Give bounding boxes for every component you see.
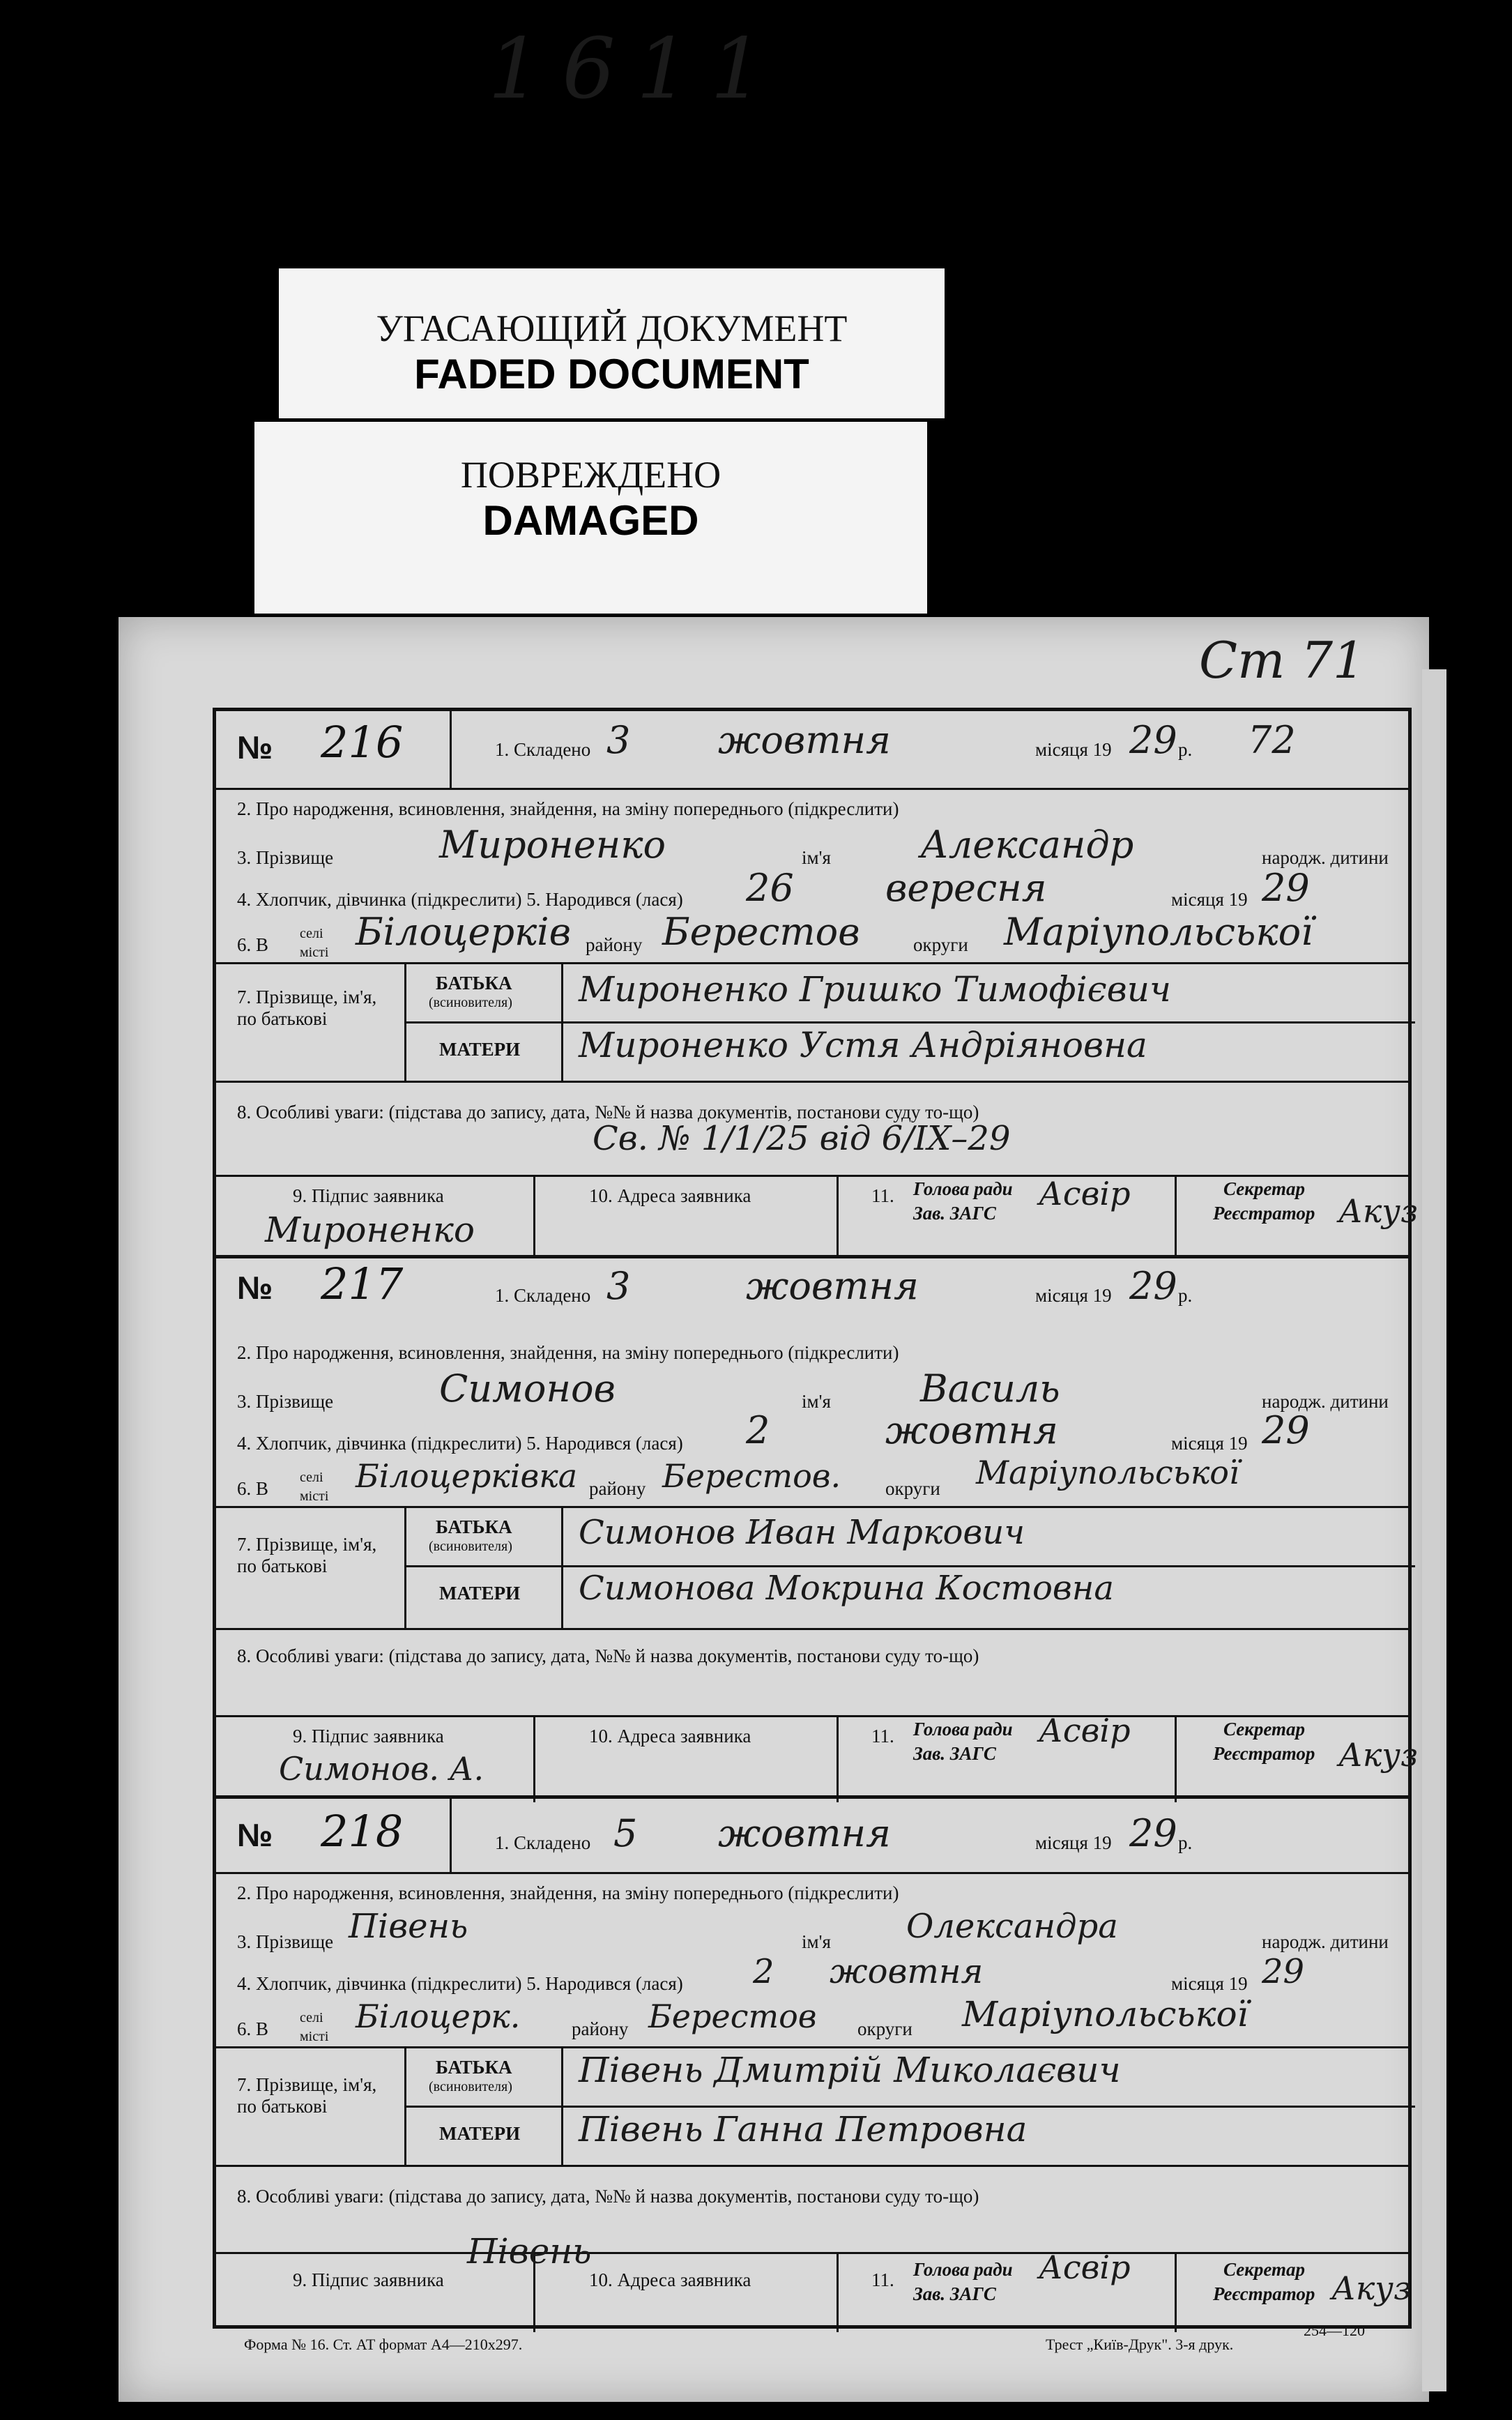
applicant-sig-label: 9. Підпис заявника: [293, 1726, 444, 1746]
town-label: місті: [300, 2029, 329, 2044]
place-label: 6. В: [237, 2018, 269, 2039]
okrug: Маріупольської: [976, 1454, 1239, 1491]
father-label: БАТЬКА: [436, 973, 512, 994]
record-block: [213, 1255, 1419, 1799]
compiled-day: 3: [606, 718, 631, 762]
secretary-label: Секретар: [1223, 1178, 1305, 1199]
footer-order: 254—120: [1304, 2322, 1365, 2339]
given-name: Олександра: [906, 1907, 1118, 1946]
surname-label: 3. Прізвище: [237, 847, 334, 868]
notes: Св. № 1/1/25 від 6/IX–29: [593, 1119, 1011, 1158]
born-month: вересня: [885, 866, 1047, 910]
year-suffix: р.: [1178, 1285, 1193, 1306]
father-label: БАТЬКА: [436, 1516, 512, 1537]
adopter-label: (всиновителя): [429, 995, 512, 1010]
number-label: №: [237, 1817, 273, 1853]
sex-born-label: 4. Хлопчик, дівчинка (підкреслити) 5. Народився (лася): [237, 889, 683, 910]
born-year-label: місяця 19: [1171, 889, 1248, 910]
month-year-label: місяця 19: [1035, 1832, 1112, 1853]
footer-form-info: Форма № 16. Ст. АТ формат А4—210х297.: [244, 2336, 523, 2353]
record-block: [213, 708, 1419, 1258]
head-signature: Асвір: [1039, 1175, 1131, 1212]
damaged-label: [254, 422, 927, 614]
town-label: місті: [300, 1489, 329, 1504]
rayon-label: району: [586, 934, 643, 955]
born-year: 29: [1262, 1408, 1310, 1452]
zags-label: Зав. ЗАГС: [913, 1743, 996, 1764]
mother-label: МАТЕРИ: [439, 1583, 521, 1604]
father-name: Симонов Иван Маркович: [579, 1513, 1025, 1552]
registrar-label: Реєстратор: [1213, 2283, 1315, 2304]
faded-label-ru: УГАСАЮЩИЙ ДОКУМЕНТ: [376, 307, 848, 349]
born-year-label: місяця 19: [1171, 1973, 1248, 1994]
record-number: 216: [321, 717, 404, 768]
surname: Симонов: [439, 1367, 616, 1410]
parents-label: 7. Прізвище, ім'я, по батькові: [237, 1534, 377, 1576]
mother-label: МАТЕРИ: [439, 2123, 521, 2144]
born-month: жовтня: [830, 1952, 984, 1991]
year-suffix: р.: [1178, 739, 1193, 760]
rayon: Берестов.: [662, 1457, 841, 1495]
head-label: Голова ради: [913, 1178, 1013, 1199]
faded-label-en: FADED DOCUMENT: [414, 351, 809, 397]
corner-note: Ст 71: [1199, 631, 1365, 690]
given-label: ім'я: [802, 847, 831, 868]
record-number: 218: [321, 1806, 404, 1857]
compiled-label: 1. Складено: [495, 1285, 591, 1306]
year-suffix: р.: [1178, 1832, 1193, 1853]
surname-label: 3. Прізвище: [237, 1931, 334, 1952]
father-name: Мироненко Гришко Тимофієвич: [579, 969, 1171, 1010]
surname-label: 3. Прізвище: [237, 1391, 334, 1412]
head-signature: Асвір: [1039, 2248, 1131, 2286]
registrar-signature: Акуз: [1331, 2269, 1412, 2307]
sex-born-label: 4. Хлопчик, дівчинка (підкреслити) 5. Народився (лася): [237, 1433, 683, 1454]
born-month: жовтня: [885, 1408, 1058, 1452]
applicant-signature: Симонов. А.: [279, 1750, 484, 1788]
head-signature: Асвір: [1039, 1712, 1131, 1749]
record-block: [213, 1795, 1412, 2329]
given-name: Василь: [920, 1367, 1060, 1410]
applicant-sig-label: 9. Підпис заявника: [293, 1185, 444, 1206]
born-day: 2: [753, 1952, 774, 1991]
notes-label: 8. Особливі уваги: (підстава до запису, дата, №№ й назва документів, постанови суду то-що): [237, 2186, 979, 2207]
mother-name: Півень Ганна Петровна: [579, 2109, 1028, 2149]
given-label: ім'я: [802, 1931, 831, 1952]
registrar-label: Реєстратор: [1213, 1743, 1315, 1764]
place: Білоцерків: [356, 910, 571, 954]
registrar-label: Реєстратор: [1213, 1203, 1315, 1224]
parents-label: 7. Прізвище, ім'я, по батькові: [237, 2074, 377, 2117]
number-label: №: [237, 729, 273, 766]
child-label: народж. дитини: [1262, 1931, 1389, 1952]
town-label: місті: [300, 945, 329, 960]
applicant-sig-label: 9. Підпис заявника: [293, 2269, 444, 2290]
field-11-label: 11.: [871, 1726, 894, 1746]
damaged-label-en: DAMAGED: [482, 497, 699, 544]
born-day: 2: [746, 1408, 770, 1452]
applicant-address-label: 10. Адреса заявника: [589, 2269, 751, 2290]
head-label: Голова ради: [913, 1719, 1013, 1740]
compiled-month: жовтня: [718, 718, 891, 762]
place-label: 6. В: [237, 1478, 269, 1499]
applicant-signature: Мироненко: [265, 1210, 475, 1250]
zags-label: Зав. ЗАГС: [913, 1203, 996, 1224]
rayon: Берестов: [648, 1997, 817, 2035]
field-11-label: 11.: [871, 2269, 894, 2290]
head-label: Голова ради: [913, 2259, 1013, 2280]
place: Білоцерківка: [356, 1457, 578, 1495]
compiled-label: 1. Складено: [495, 739, 591, 760]
adopter-label: (всиновителя): [429, 1539, 512, 1554]
okrug: Маріупольської: [962, 1994, 1248, 2034]
sex-born-label: 4. Хлопчик, дівчинка (підкреслити) 5. Народився (лася): [237, 1973, 683, 1994]
born-year: 29: [1262, 866, 1310, 910]
compiled-year: 29: [1129, 1264, 1177, 1308]
compiled-year: 29: [1129, 718, 1177, 762]
born-year-label: місяця 19: [1171, 1433, 1248, 1454]
rayon-label: району: [589, 1478, 646, 1499]
place: Білоцерк.: [356, 1997, 521, 2035]
okrug: Маріупольської: [1004, 910, 1313, 954]
compiled-day: 5: [613, 1811, 638, 1855]
born-year: 29: [1262, 1952, 1305, 1991]
compiled-month: жовтня: [746, 1264, 919, 1308]
month-year-label: місяця 19: [1035, 1285, 1112, 1306]
village-label: селі: [300, 1470, 323, 1485]
village-label: селі: [300, 2010, 323, 2025]
applicant-address-label: 10. Адреса заявника: [589, 1185, 751, 1206]
village-label: селі: [300, 926, 323, 941]
zags-label: Зав. ЗАГС: [913, 2283, 996, 2304]
rayon: Берестов: [662, 910, 860, 954]
type-line: 2. Про народження, всиновлення, знайдення, на зміну попереднього (підкреслити): [237, 1342, 899, 1363]
rayon-label: району: [572, 2018, 629, 2039]
page-edge: [1422, 669, 1446, 2391]
number-label: №: [237, 1270, 273, 1306]
father-label: БАТЬКА: [436, 2057, 512, 2078]
born-day: 26: [746, 866, 794, 910]
okrug-label: округи: [857, 2018, 912, 2039]
given-label: ім'я: [802, 1391, 831, 1412]
type-line: 2. Про народження, всиновлення, знайдення, на зміну попереднього (підкреслити): [237, 798, 899, 819]
faded-document-label: [279, 268, 945, 418]
surname: Півень: [349, 1907, 468, 1946]
parents-label: 7. Прізвище, ім'я, по батькові: [237, 987, 377, 1029]
father-name: Півень Дмитрій Миколаєвич: [579, 2050, 1121, 2090]
okrug-label: округи: [913, 934, 968, 955]
compiled-day: 3: [606, 1264, 631, 1308]
side-note: 72: [1248, 718, 1296, 762]
applicant-signature: Півень: [467, 2231, 592, 2271]
damaged-label-ru: ПОВРЕЖДЕНО: [460, 454, 721, 496]
okrug-label: округи: [885, 1478, 940, 1499]
type-line: 2. Про народження, всиновлення, знайдення, на зміну попереднього (підкреслити): [237, 1882, 899, 1903]
secretary-label: Секретар: [1223, 1719, 1305, 1740]
mother-name: Симонова Мокрина Костовна: [579, 1569, 1115, 1608]
mother-name: Мироненко Устя Андріяновна: [579, 1025, 1147, 1065]
child-label: народж. дитини: [1262, 1391, 1389, 1412]
child-label: народж. дитини: [1262, 847, 1389, 868]
notes-label: 8. Особливі уваги: (підстава до запису, дата, №№ й назва документів, постанови суду то-що): [237, 1102, 979, 1123]
field-11-label: 11.: [871, 1185, 894, 1206]
compiled-label: 1. Складено: [495, 1832, 591, 1853]
footer-printer: Трест „Київ-Друк". 3-я друк.: [1046, 2336, 1234, 2353]
registrar-signature: Акуз: [1338, 1736, 1419, 1774]
adopter-label: (всиновителя): [429, 2079, 512, 2094]
compiled-year: 29: [1129, 1811, 1177, 1855]
secretary-label: Секретар: [1223, 2259, 1305, 2280]
month-year-label: місяця 19: [1035, 739, 1112, 760]
place-label: 6. В: [237, 934, 269, 955]
notes-label: 8. Особливі уваги: (підстава до запису, дата, №№ й назва документів, постанови суду то-що): [237, 1645, 979, 1666]
registrar-signature: Акуз: [1338, 1192, 1419, 1230]
mother-label: МАТЕРИ: [439, 1039, 521, 1060]
surname: Мироненко: [439, 823, 666, 867]
record-number: 217: [321, 1258, 404, 1309]
compiled-month: жовтня: [718, 1811, 891, 1855]
applicant-address-label: 10. Адреса заявника: [589, 1726, 751, 1746]
frame-number: 1611: [488, 21, 785, 118]
given-name: Александр: [920, 823, 1134, 867]
